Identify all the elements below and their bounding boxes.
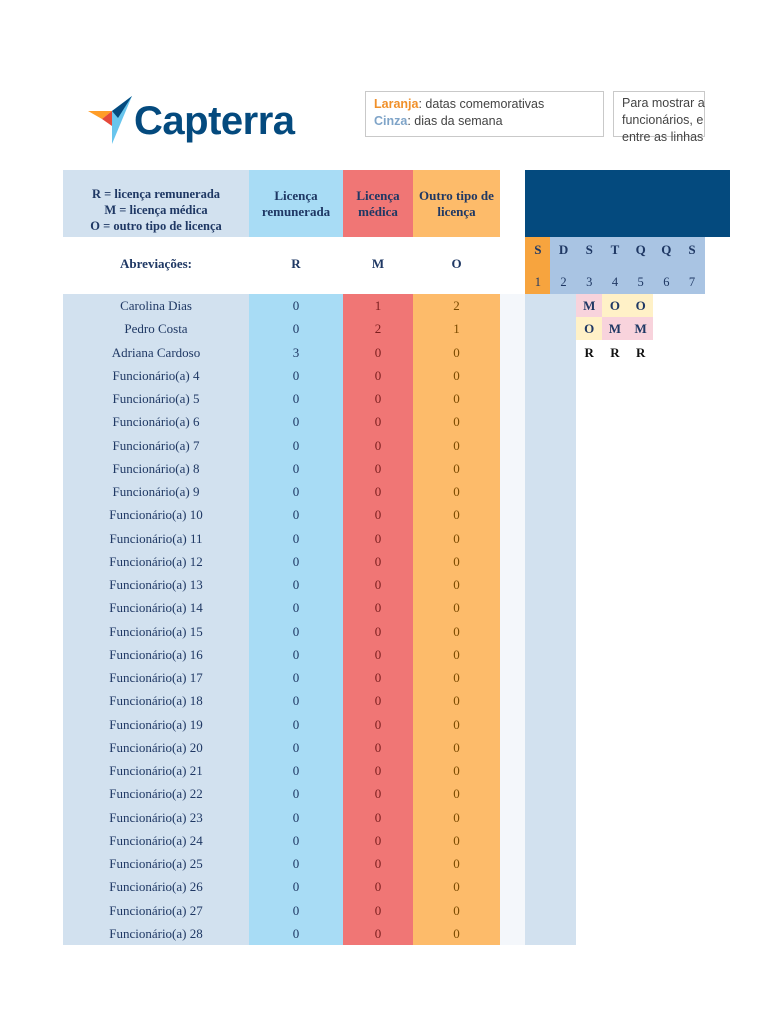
employee-name[interactable]: Funcionário(a) 28: [109, 925, 203, 941]
employee-name[interactable]: Funcionário(a) 7: [112, 437, 200, 453]
other-count[interactable]: 0: [453, 856, 460, 871]
employee-name[interactable]: Funcionário(a) 17: [109, 670, 203, 685]
table-row: [63, 713, 500, 736]
employee-name[interactable]: Funcionário(a) 6: [112, 414, 200, 430]
medical-count[interactable]: 0: [374, 600, 382, 616]
paid-count[interactable]: 0: [292, 646, 300, 662]
medical-count[interactable]: 0: [374, 902, 382, 918]
paid-count[interactable]: 0: [292, 553, 300, 569]
medical-count[interactable]: 0: [374, 367, 382, 383]
other-count[interactable]: 1: [453, 321, 460, 337]
employee-name[interactable]: Funcionário(a) 19: [109, 716, 203, 732]
other-count[interactable]: 0: [453, 809, 460, 825]
other-count[interactable]: 0: [453, 739, 460, 755]
employee-name[interactable]: Funcionário(a) 27: [109, 902, 203, 918]
table-row: [63, 503, 500, 526]
medical-count[interactable]: 1: [374, 298, 382, 313]
calendar-day-number: 2: [560, 275, 567, 289]
paid-count[interactable]: 0: [292, 321, 300, 337]
paid-count[interactable]: 0: [292, 925, 300, 941]
paid-count[interactable]: 3: [292, 344, 300, 360]
paid-count[interactable]: 0: [292, 879, 300, 895]
paid-count[interactable]: 0: [292, 298, 300, 313]
medical-count[interactable]: 0: [374, 623, 382, 639]
employee-name[interactable]: Funcionário(a) 13: [109, 577, 203, 592]
other-count[interactable]: 0: [453, 670, 460, 685]
other-count[interactable]: 0: [453, 902, 460, 918]
medical-count[interactable]: 0: [374, 832, 382, 848]
instructions-line-2: funcionários, e: [622, 113, 704, 127]
table-row: [63, 782, 500, 805]
employee-name[interactable]: Funcionário(a) 23: [109, 809, 203, 825]
other-count[interactable]: 0: [453, 716, 460, 732]
paid-count[interactable]: 0: [292, 367, 300, 383]
logo-wordmark: Capterra: [134, 99, 295, 143]
table-row: [63, 341, 500, 364]
other-count[interactable]: 0: [453, 484, 460, 499]
employee-name[interactable]: Funcionário(a) 5: [112, 391, 200, 406]
table-row: [63, 922, 500, 945]
table-row: [63, 480, 500, 503]
other-count[interactable]: 0: [453, 600, 460, 616]
employee-name[interactable]: Funcionário(a) 21: [109, 763, 203, 778]
other-count[interactable]: 0: [453, 344, 460, 360]
gray-key: Cinza: [374, 114, 408, 128]
medical-count[interactable]: 0: [374, 507, 382, 523]
abbreviations-label: Abreviações:: [120, 256, 192, 271]
medical-count[interactable]: 0: [374, 437, 382, 453]
table-row: [63, 596, 500, 619]
table-row: [63, 387, 500, 410]
medical-count[interactable]: 0: [374, 809, 382, 825]
legend-o: O = outro tipo de licença: [90, 219, 222, 233]
employee-name[interactable]: Funcionário(a) 10: [109, 507, 203, 523]
table-row: [63, 434, 500, 457]
paid-count[interactable]: 0: [292, 809, 300, 825]
employee-name[interactable]: Funcionário(a) 15: [109, 623, 203, 639]
medical-count[interactable]: 0: [374, 716, 382, 732]
other-count[interactable]: 0: [453, 391, 460, 406]
calendar-day-letter: T: [610, 242, 620, 257]
calendar-leave-mark[interactable]: M: [576, 294, 602, 317]
other-count[interactable]: 0: [453, 786, 460, 802]
other-count[interactable]: 0: [453, 832, 460, 848]
color-legend-note: [365, 91, 604, 137]
header-paid-leave[interactable]: Licença remunerada: [249, 170, 343, 237]
other-count[interactable]: 0: [453, 693, 460, 709]
other-count[interactable]: 0: [453, 925, 460, 941]
other-count[interactable]: 2: [453, 298, 460, 313]
medical-count[interactable]: 0: [374, 553, 382, 569]
table-row: [63, 620, 500, 643]
paid-count[interactable]: 0: [292, 693, 300, 709]
other-count[interactable]: 0: [453, 646, 460, 662]
header-medical-leave[interactable]: Licença médica: [343, 170, 413, 237]
medical-count[interactable]: 0: [374, 646, 382, 662]
abbr-o[interactable]: O: [451, 256, 462, 271]
orange-desc: : datas comemorativas: [418, 97, 545, 111]
table-row: [63, 573, 500, 596]
other-count[interactable]: 0: [453, 507, 460, 523]
calendar-leave-mark[interactable]: O: [576, 317, 602, 340]
table-row: [63, 829, 500, 852]
paid-count[interactable]: 0: [292, 670, 300, 685]
medical-count[interactable]: 0: [374, 786, 382, 802]
other-count[interactable]: 0: [453, 577, 460, 592]
calendar-leave-mark[interactable]: O: [628, 294, 654, 317]
medical-count[interactable]: 2: [374, 321, 382, 337]
calendar-month-band: [525, 170, 730, 237]
table-row: [63, 736, 500, 759]
paid-count[interactable]: 0: [292, 786, 300, 802]
calendar-leave-mark[interactable]: M: [602, 317, 628, 340]
other-count[interactable]: 0: [453, 530, 460, 546]
medical-count[interactable]: 0: [374, 414, 382, 430]
employee-name[interactable]: Funcionário(a) 8: [112, 460, 200, 476]
employee-name[interactable]: Funcionário(a) 25: [109, 856, 203, 871]
other-count[interactable]: 0: [453, 553, 460, 569]
calendar-day-letter: S: [688, 242, 696, 257]
legend-r: R = licença remunerada: [91, 187, 221, 201]
paid-count[interactable]: 0: [292, 484, 300, 499]
table-row: [63, 806, 500, 829]
orange-key: Laranja: [374, 97, 419, 111]
calendar-leave-mark[interactable]: M: [628, 317, 654, 340]
calendar-leave-mark[interactable]: R: [576, 341, 602, 364]
calendar-day-letter: S: [585, 242, 593, 257]
employee-name[interactable]: Funcionário(a) 22: [109, 786, 203, 802]
medical-count[interactable]: 0: [374, 925, 382, 941]
capterra-arrow-icon: [88, 96, 134, 144]
employee-name[interactable]: Funcionário(a) 4: [112, 367, 200, 383]
calendar-day-letter: Q: [635, 242, 646, 257]
table-row: [63, 294, 500, 317]
legend-m: M = licença médica: [104, 203, 208, 217]
paid-count[interactable]: 0: [292, 600, 300, 616]
calendar-day-number: 5: [637, 275, 644, 289]
abbr-r[interactable]: R: [291, 256, 301, 271]
calendar-day-number: 1: [534, 275, 541, 289]
paid-count[interactable]: 0: [292, 739, 300, 755]
other-count[interactable]: 0: [453, 437, 460, 453]
medical-count[interactable]: 0: [374, 739, 382, 755]
calendar-day-letter: S: [534, 242, 542, 257]
calendar-day-number: 4: [611, 275, 619, 289]
employee-name[interactable]: Funcionário(a) 11: [109, 530, 203, 546]
paid-count[interactable]: 0: [292, 414, 300, 430]
calendar-day-number: 6: [663, 275, 670, 289]
medical-count[interactable]: 0: [374, 391, 382, 406]
medical-count[interactable]: 0: [374, 763, 382, 778]
table-row: [63, 689, 500, 712]
table-row: [63, 666, 500, 689]
medical-count[interactable]: 0: [374, 856, 382, 871]
abbr-m[interactable]: M: [371, 256, 385, 271]
header-other-leave[interactable]: Outro tipo de licença: [413, 170, 500, 237]
table-row: [63, 759, 500, 782]
table-row: [63, 875, 500, 898]
employee-name[interactable]: Funcionário(a) 14: [109, 600, 203, 616]
paid-count[interactable]: 0: [292, 716, 300, 732]
calendar-day-number: 3: [586, 275, 593, 289]
table-row: [63, 550, 500, 573]
employee-name[interactable]: Carolina Dias: [120, 298, 192, 313]
paid-count[interactable]: 0: [292, 530, 300, 546]
medical-count[interactable]: 0: [374, 484, 382, 499]
employee-name[interactable]: Funcionário(a) 16: [109, 646, 203, 662]
employee-name[interactable]: Funcionário(a) 9: [112, 484, 200, 499]
calendar-leave-mark[interactable]: R: [602, 341, 628, 364]
other-count[interactable]: 0: [453, 763, 460, 778]
medical-count[interactable]: 0: [374, 460, 382, 476]
table-row: [63, 317, 500, 340]
other-count[interactable]: 0: [453, 879, 460, 895]
paid-count[interactable]: 0: [292, 577, 300, 592]
table-row: [63, 643, 500, 666]
paid-count[interactable]: 0: [292, 437, 300, 453]
gray-desc: : dias da semana: [407, 114, 503, 128]
table-row: [63, 457, 500, 480]
paid-count[interactable]: 0: [292, 391, 300, 406]
paid-count[interactable]: 0: [292, 832, 300, 848]
paid-count[interactable]: 0: [292, 856, 300, 871]
calendar-day-number: 7: [688, 275, 696, 289]
medical-count[interactable]: 0: [374, 577, 382, 592]
table-row: [63, 899, 500, 922]
instructions-line-1: Para mostrar a: [622, 96, 705, 110]
other-count[interactable]: 0: [453, 367, 460, 383]
instructions-note: [613, 91, 705, 147]
medical-count[interactable]: 0: [374, 344, 382, 360]
table-row: [63, 527, 500, 550]
paid-count[interactable]: 0: [292, 902, 300, 918]
table-row: [63, 410, 500, 433]
abbreviation-legend: [63, 170, 249, 237]
medical-count[interactable]: 0: [374, 879, 382, 895]
medical-count[interactable]: 0: [374, 530, 382, 546]
employee-name[interactable]: Funcionário(a) 18: [109, 693, 203, 709]
paid-count[interactable]: 0: [292, 763, 300, 778]
table-row: [63, 852, 500, 875]
calendar-first-column: [525, 294, 576, 945]
paid-count[interactable]: 0: [292, 623, 300, 639]
calendar-leave-mark[interactable]: O: [602, 294, 628, 317]
medical-count[interactable]: 0: [374, 693, 382, 709]
employee-name[interactable]: Funcionário(a) 20: [109, 739, 203, 755]
spacer-column: [500, 294, 525, 945]
instructions-line-3: entre as linhas: [622, 130, 704, 144]
employee-name[interactable]: Pedro Costa: [124, 321, 188, 337]
calendar-day-letter: Q: [661, 242, 672, 257]
table-row: [63, 364, 500, 387]
calendar-leave-mark[interactable]: R: [628, 341, 654, 364]
paid-count[interactable]: 0: [292, 507, 300, 523]
employee-name[interactable]: Funcionário(a) 26: [109, 879, 203, 895]
employee-name[interactable]: Funcionário(a) 12: [109, 553, 203, 569]
other-count[interactable]: 0: [453, 460, 460, 476]
other-count[interactable]: 0: [453, 414, 460, 430]
calendar-day-letter: D: [558, 242, 569, 257]
other-count[interactable]: 0: [453, 623, 460, 639]
employee-table: [63, 294, 500, 945]
medical-count[interactable]: 0: [374, 670, 382, 685]
paid-count[interactable]: 0: [292, 460, 300, 476]
employee-name[interactable]: Adriana Cardoso: [111, 344, 201, 360]
employee-name[interactable]: Funcionário(a) 24: [109, 832, 203, 848]
